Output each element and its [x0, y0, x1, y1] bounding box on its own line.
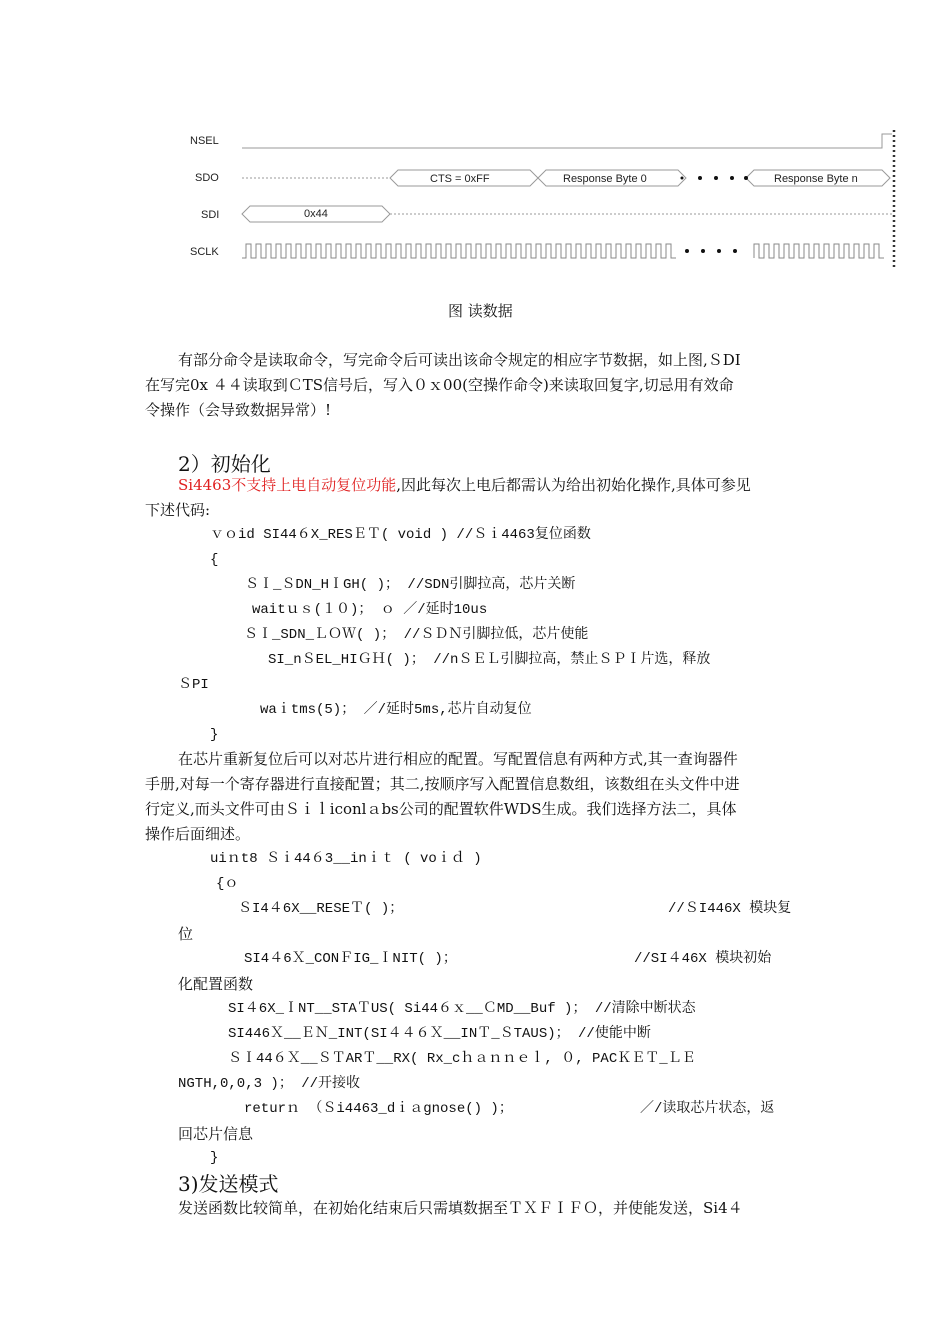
para3-line3: 行定义,而头文件可由Ｓｉｌiconlａbs公司的配置软件WDS生成。我们选择方法二，具体 [145, 800, 737, 818]
para1-line1: 有部分命令是读取命令，写完命令后可读出该命令规定的相应字节数据，如上图,ＳDI [178, 351, 741, 369]
code2-line: SI4４6Ｘ_CONＦIG_ＩNIT( )； [244, 951, 457, 967]
code2-line: uiｎt8 Ｓｉ44６3__inｉｔ ( voｉｄ ) [210, 851, 482, 867]
para3-line1: 在芯片重新复位后可以对芯片进行相应的配置。写配置信息有两种方式,其一查询器件 [178, 750, 738, 768]
timing-diagram [180, 120, 910, 280]
code2-comment: ／/读取芯片状态，返 [640, 1101, 775, 1117]
code2-line: {ｏ [216, 876, 239, 892]
code2-comment: //SI４46X 模块初始 [634, 951, 772, 967]
sdo-label-cts: CTS = 0xFF [430, 173, 490, 185]
signal-label-sdo: SDO [195, 172, 219, 184]
code2-wrap: 位 [178, 925, 194, 943]
nsel-trace [242, 134, 892, 148]
code1-line: ＳPI [178, 677, 209, 693]
para1-line2: 在写完0x ４４读取到ＣTS信号后，写入０ｘ00(空操作命令)来读取回复字,切忌用有效命 [145, 376, 734, 394]
para2-line2: 下述代码: [145, 501, 211, 519]
code2-line: } [210, 1150, 219, 1166]
code2-comment: //ＳI446X 模块复 [668, 901, 792, 917]
code2-line: NGTH,0,0,3 )； //开接收 [178, 1076, 361, 1092]
sdo-ellipsis [681, 176, 749, 180]
code1-line: SI_nＳEL_HIＧＨ( )； //nＳＥＬ引脚拉高，禁止ＳＰＩ片选，释放 [268, 652, 711, 668]
signal-label-sdi: SDI [201, 209, 220, 221]
code2-line: SI４6X_ＩNT__STAＴUS( Si44６ｘ__ＣMD__Buf )； //清除中断状态 [228, 1001, 696, 1017]
sclk-ellipsis [685, 249, 737, 253]
para2-line1 [178, 472, 751, 498]
figure-caption: 图 读数据 [448, 302, 513, 320]
para2-highlight: Si4463不支持上电自动复位功能 [178, 476, 397, 494]
code1-line: ＳＩ_SDN_ＬＯＷ( )； //ＳＤＮ引脚拉低，芯片使能 [244, 627, 589, 643]
code2-wrap: 回芯片信息 [178, 1125, 254, 1143]
code1-line: ＳＩ_ＳDN_HＩGH( )； //SDN引脚拉高，芯片关断 [245, 577, 576, 593]
para2-rest: ,因此每次上电后都需认为给出初始化操作,具体可参见 [396, 476, 751, 494]
sclk-trace [242, 244, 884, 258]
code2-line: SI446Ｘ__ＥＮ_INT(SI４４６Ｘ__INＴ_ＳTAUS)； //使能中断 [228, 1026, 651, 1042]
code1-line: waｉtms(5)； ／/延时5ms,芯片自动复位 [260, 702, 532, 718]
code1-line: waitｕｓ(１０)； ｏ ／/延时10us [252, 602, 488, 618]
para4-line1: 发送函数比较简单，在初始化结束后只需填数据至ＴＸＦＩＦＯ，并使能发送，Si4４ [178, 1199, 743, 1217]
code1-line: { [210, 552, 219, 568]
signal-label-nsel: NSEL [190, 135, 219, 147]
code1-line: ｖｏid SI44６X_RESＥＴ( void ) //Ｓｉ4463复位函数 [210, 527, 591, 543]
sdo-label-byten: Response Byte n [774, 173, 858, 185]
sdi-trace [242, 206, 892, 222]
signal-label-sclk: SCLK [190, 246, 219, 258]
code2-line: returｎ （Ｓi4463_dｉａgnose() )； [244, 1101, 513, 1117]
para3-line4: 操作后面细述。 [145, 825, 251, 843]
code2-line: ＳＩ44６Ｘ__ＳＴARＴ__RX( Rx_cｈａｎｎｅｌ, ０, PACＫＥＴ_ＬＥ [228, 1051, 696, 1067]
section-heading-init: 2）初始化 [178, 452, 271, 476]
code2-wrap: 化配置函数 [178, 975, 254, 993]
sdo-label-byte0: Response Byte 0 [563, 173, 647, 185]
para3-line2: 手册,对每一个寄存器进行直接配置；其二,按顺序写入配置信息数组，该数组在头文件中进 [145, 775, 740, 793]
sdi-label-cmd: 0x44 [304, 208, 328, 220]
section-heading-tx: 3)发送模式 [178, 1172, 279, 1196]
code2-line: ＳI4４6X__RESEＴ( )； [238, 901, 404, 917]
code1-line: } [210, 727, 219, 743]
para1-line3: 令操作（会导致数据异常）! [145, 401, 332, 419]
